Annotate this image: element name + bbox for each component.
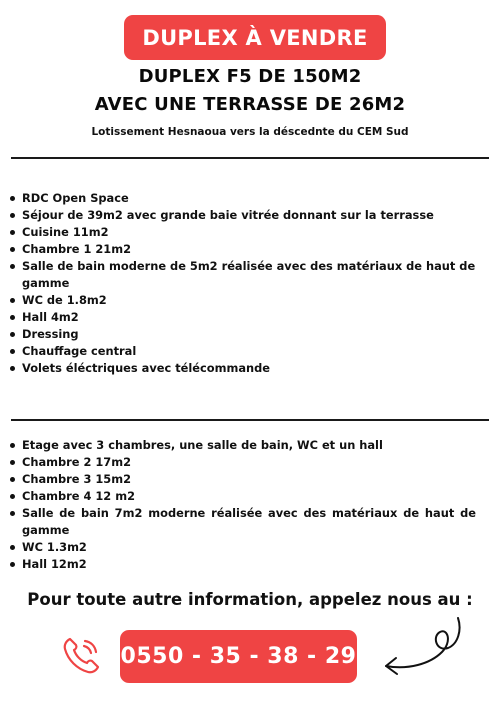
list-item: Cuisine 11m2 bbox=[8, 224, 476, 241]
divider-top bbox=[11, 157, 489, 159]
ground-floor-list bbox=[8, 190, 476, 377]
list-item: Volets éléctriques avec télécommande bbox=[8, 360, 476, 377]
location-subtitle: Lotissement Hesnaoua vers la déscednte du CEM Sud bbox=[91, 126, 409, 138]
list-item: Chambre 1 21m2 bbox=[8, 241, 476, 258]
list-item: Séjour de 39m2 avec grande baie vitrée donnant sur la terrasse bbox=[8, 207, 476, 224]
phone-icon bbox=[60, 633, 104, 677]
list-item: RDC Open Space bbox=[8, 190, 476, 207]
list-item: Chambre 3 15m2 bbox=[8, 471, 476, 488]
list-item: Hall 4m2 bbox=[8, 309, 476, 326]
list-item: Chauffage central bbox=[8, 343, 476, 360]
divider-middle bbox=[11, 419, 489, 421]
call-to-action: Pour toute autre information, appelez nous au : bbox=[27, 590, 473, 609]
title-badge: DUPLEX À VENDRE bbox=[124, 15, 386, 60]
upper-floor-list bbox=[8, 437, 476, 573]
list-item: Salle de bain moderne de 5m2 réalisée avec des matériaux de haut de gamme bbox=[8, 258, 476, 292]
list-item: Salle de bain 7m2 moderne réalisée avec des matériaux de haut de gamme bbox=[8, 505, 476, 539]
list-item: WC 1.3m2 bbox=[8, 539, 476, 556]
headline-line-2: AVEC UNE TERRASSE DE 26M2 bbox=[94, 94, 406, 115]
list-item: Dressing bbox=[8, 326, 476, 343]
list-item: WC de 1.8m2 bbox=[8, 292, 476, 309]
list-item: Chambre 2 17m2 bbox=[8, 454, 476, 471]
list-item: Etage avec 3 chambres, une salle de bain, WC et un hall bbox=[8, 437, 476, 454]
phone-number[interactable]: 0550 - 35 - 38 - 29 bbox=[120, 630, 357, 683]
list-item: Chambre 4 12 m2 bbox=[8, 488, 476, 505]
headline-line-1: DUPLEX F5 DE 150M2 bbox=[138, 66, 362, 87]
curly-arrow-icon bbox=[378, 612, 470, 684]
list-item: Hall 12m2 bbox=[8, 556, 476, 573]
